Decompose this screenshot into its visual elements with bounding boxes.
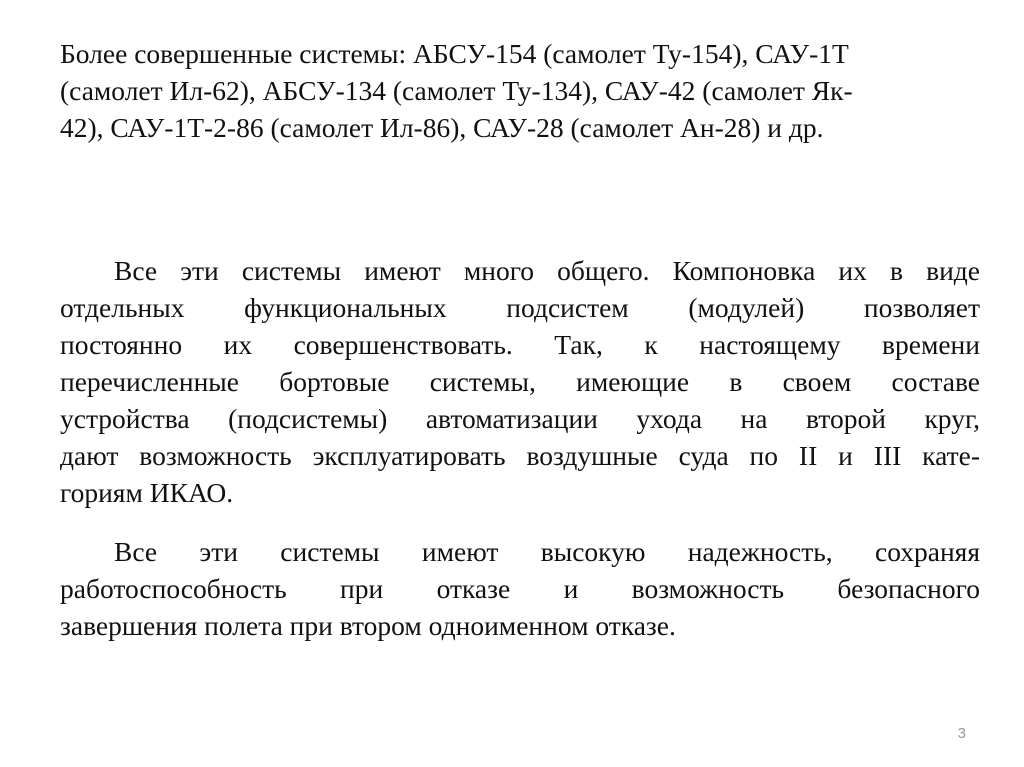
intro-line-3: 42), САУ-1Т-2-86 (самолет Ил-86), САУ-28 (самолет Ан-28) и др. [60, 112, 824, 143]
paragraph1-line-2: отдельных функциональных подсистем (модулей) позволяет [60, 292, 980, 323]
paragraph2-line-2: работоспособность при отказе и возможность безопасного [60, 573, 980, 604]
paragraph1-line-6: дают возможность эксплуатировать воздушные суда по II и III кате- [60, 440, 980, 471]
paragraph1-line-5: устройства (подсистемы) автоматизации ухода на второй круг, [60, 403, 980, 434]
paragraph1-line-7: гориям ИКАО. [60, 477, 234, 508]
paragraph1-line-1: Все эти системы имеют много общего. Компоновка их в виде [114, 255, 980, 286]
paragraph1-line-4: перечисленные бортовые системы, имеющие в своем составе [60, 366, 980, 397]
intro-line-1: Более совершенные системы: АБСУ-154 (самолет Ту-154), САУ-1Т [60, 38, 849, 69]
intro-line-2: (самолет Ил-62), АБСУ-134 (самолет Ту-134), САУ-42 (самолет Як- [60, 75, 853, 106]
paragraph2-line-1: Все эти системы имеют высокую надежность, сохраняя [114, 536, 980, 567]
paragraph2-line-3: завершения полета при втором одноименном отказе. [60, 610, 676, 641]
page-number: 3 [957, 725, 966, 742]
paragraph1-line-3: постоянно их совершенствовать. Так, к настоящему времени [60, 329, 980, 360]
